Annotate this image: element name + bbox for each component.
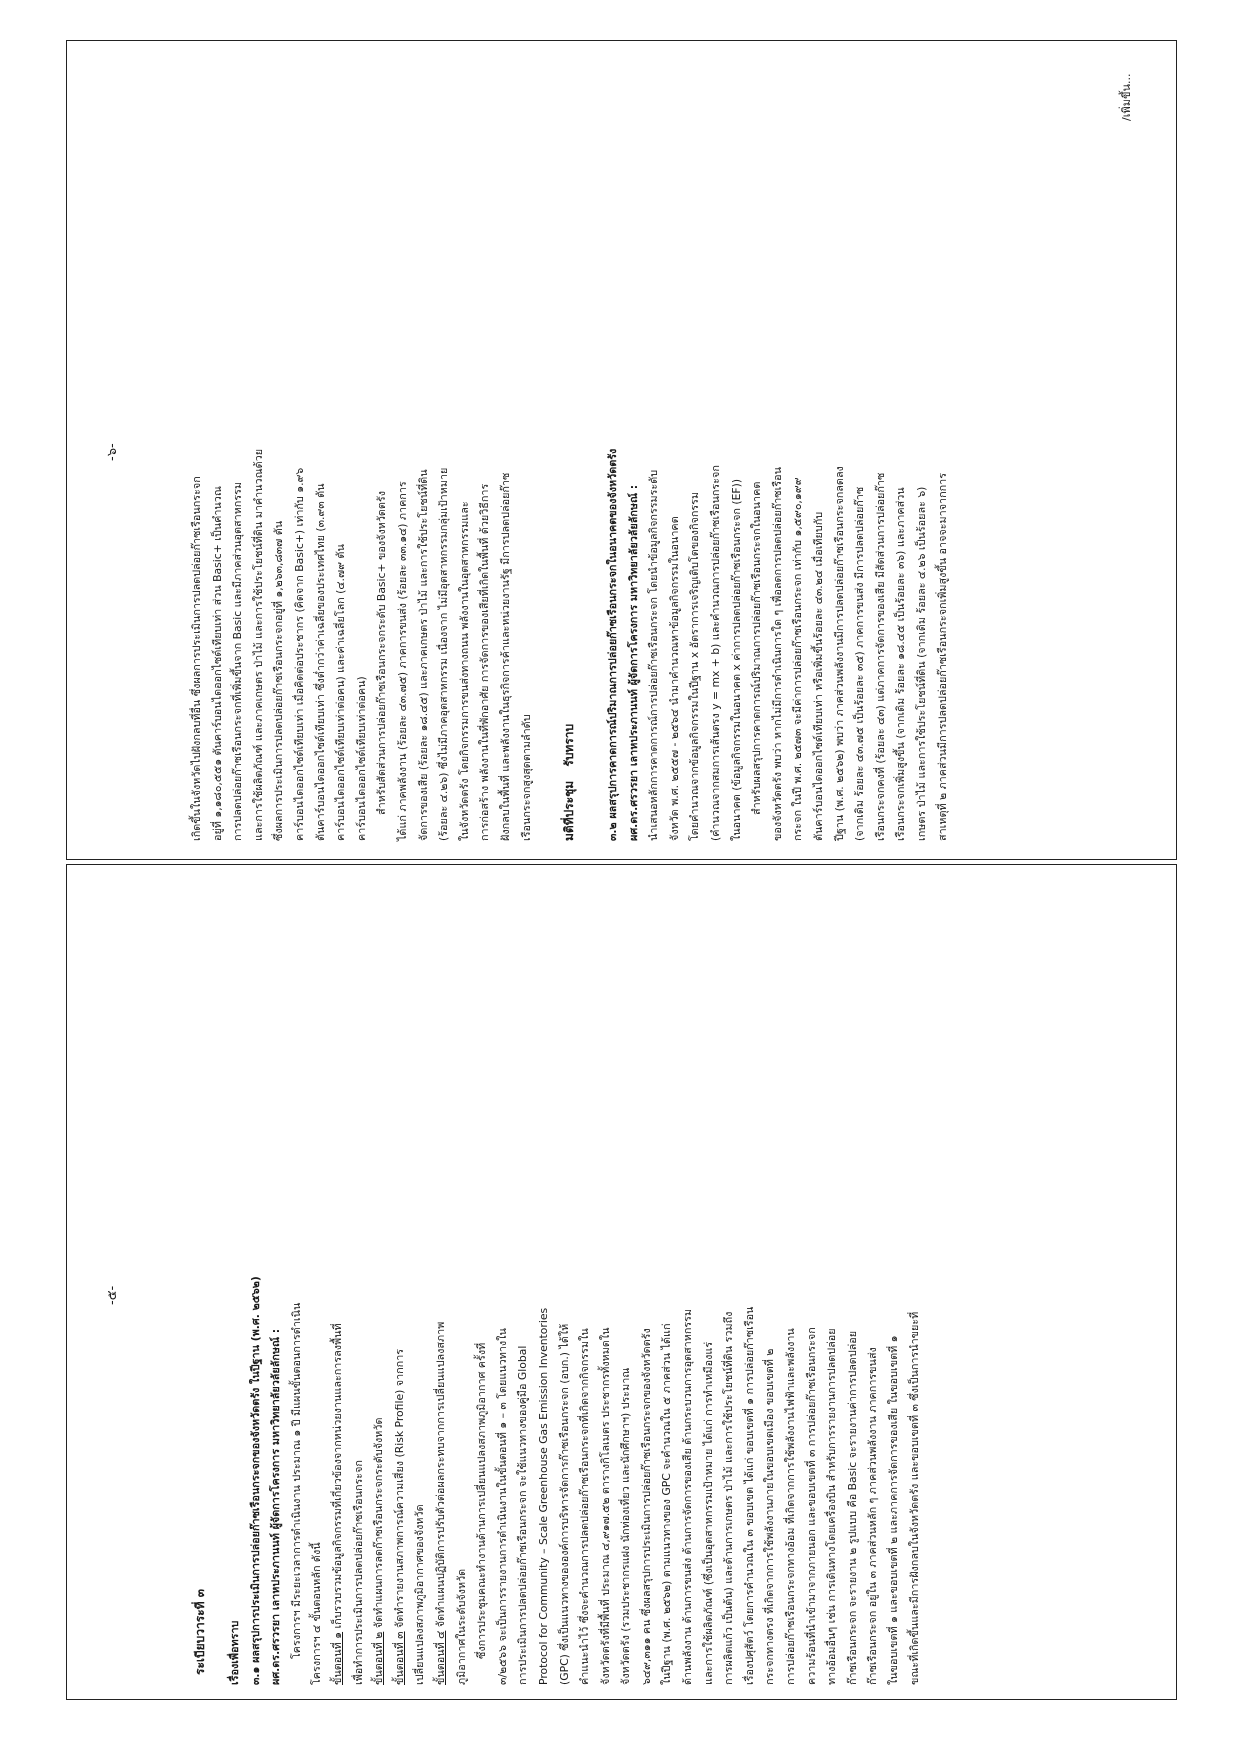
text-line: ก๊าซเรือนกระจก อยู่ใน ๓ ภาคส่วนหลัก ๆ ภาคส่วนพลังงาน ภาคการขนส่ง [866, 1347, 880, 1685]
page-number: -๕- [105, 1285, 120, 1305]
text-line: จังหวัดตรัง (รวมประชากรแฝง นักท่องเที่ยว และนักศึกษาฯ) ประมาณ [619, 1367, 633, 1685]
page-6-body [187, 63, 537, 841]
text-line: การปลดปล่อยก๊าซเรือนกระจกที่เพิ่มขึ้นจาก Basic และมีภาคส่วนอุตสาหกรรม [231, 481, 245, 841]
page-6-paragraph-3 [644, 63, 747, 841]
text-line: อยู่ที่ ๑,๑๘๐,๕๕๑ ตันคาร์บอนไดออกไซด์เทียบเท่า ส่วน Basic+ เป็นคำนวณ [210, 486, 224, 841]
page-5-body [225, 877, 925, 1685]
text-line: คำแนะนำไว้ ซึ่งจะคำนวณการปลดปล่อยก๊าซเรือนกระจกที่เกิดจากกิจกรรมใน [578, 1328, 592, 1685]
agenda-item-label: ระเบียบวาระที่ ๓ [193, 1589, 207, 1675]
text-line: เรื่องปศุสัตว์ โดยการคำนวณใน ๓ ขอบเขต ได้แก่ ขอบเขตที่ ๑ การปล่อยก๊าซเรือน [742, 1306, 756, 1685]
text-line: คาร์บอนไดออกไซด์เทียบเท่า เมื่อคิดต่อประชากร (คิดจาก Basic+) เท่ากับ ๑.๙๖ [292, 467, 306, 841]
text-line: (คำนวณจากสมการเส้นตรง y = mx + b) และคำนวณการปล่อยก๊าซเรือนกระจก [708, 465, 722, 841]
text-line: สำหรับผลสรุปการคาดการณ์ปริมาณการปล่อยก๊าซเรือนกระจกในอนาคต [750, 481, 764, 815]
text-line: ตันคาร์บอนไดออกไซด์เทียบเท่า ซึ่งต่ำกว่าค่าเฉลี่ยของประเทศไทย (๓.๙๓ ตัน [313, 483, 327, 841]
section-heading: ๓.๑ ผลสรุปการประเมินการปล่อยก๊าซเรือนกระจกของจังหวัดตรัง ในปีฐาน (พ.ศ. ๒๕๖๒) [248, 1276, 262, 1685]
step-3-continuation: เปลี่ยนแปลงสภาพภูมิอากาศของจังหวัด [413, 1504, 427, 1685]
step-1-continuation: เพื่อทำการประเมินการปลดปล่อยก๊าซเรือนกระจก [351, 1460, 365, 1685]
text-line: ปีฐาน (พ.ศ. ๒๕๖๒) พบว่า ภาคส่วนพลังงานมีการปลดปล่อยก๊าซเรือนกระจกลดลง [832, 466, 846, 841]
text-line: ของจังหวัดตรัง พบว่า หากไม่มีการดำเนินการใด ๆ เพื่อลดการปลดปล่อยก๊าซเรือน [770, 467, 784, 841]
text-line: และการใช้ผลิตภัณฑ์ (ซึ่งเป็นอุตสาหกรรมเป้าหมาย ได้แก่ การทำเหมืองแร่ [701, 1341, 715, 1685]
text-line: และการใช้ผลิตภัณฑ์ และภาคเกษตร ป่าไม้ และการใช้ประโยชน์ที่ดิน มาคำนวณด้วย [251, 448, 265, 841]
page-6-frame [66, 40, 1177, 860]
page-number: -๖- [105, 443, 120, 461]
page-6-paragraph-2 [372, 63, 537, 841]
text-line: ซึ่งผลการประเมินการปลดปล่อยก๊าซเรือนกระจกอยู่ที่ ๑,๒๖๓,๘๓๗ ตัน [272, 520, 286, 841]
continuation-marker: /เพิ่มขึ้น... [1120, 73, 1133, 121]
page-6-section-2 [603, 63, 953, 841]
text-line: สาเหตุที่ ๒ ภาคส่วนมีการปลดปล่อยก๊าซเรือนกระจกเพิ่มสูงขึ้น อาจจะมาจากการ [935, 472, 949, 841]
text-line: (จากเดิม ร้อยละ ๔๓.๗๕ เป็นร้อยละ ๓๕) ภาคการขนส่ง มีการปลดปล่อยก๊าซ [853, 486, 867, 841]
text-line: ก๊าซเรือนกระจก จะรายงาน ๒ รูปแบบ คือ Basic จะรายงานค่าการปลดปล่อย [845, 1330, 859, 1685]
intro-line: โครงการฯ ๔ ขั้นตอนหลัก ดังนี้ [310, 1542, 324, 1685]
text-line: (ร้อยละ ๔.๒๖) ซึ่งไม่มีภาคอุตสาหกรรม เนื่องจาก ไม่มีอุตสาหกรรมกลุ่มเป้าหมาย [437, 467, 451, 841]
step-label: ขั้นตอนที่ ๒ [372, 1631, 386, 1685]
text-line: นำเสนอหลักการคาดการณ์การปล่อยก๊าซเรือนกระจก โดยนำข้อมูลกิจกรรมระดับ [647, 469, 661, 841]
step-label: ขั้นตอนที่ ๑ [330, 1631, 344, 1685]
text-line: ขณะที่เกิดขึ้นและมีการฝังกลบในจังหวัดตรัง และขอบเขตที่ ๓ ซึ่งเป็นการนำขยะที่ [907, 1311, 921, 1685]
text-line: ๓/๒๕๖๖ จะเป็นการรายงานการดำเนินงานในขั้นตอนที่ ๑ – ๓ โดยแนวทางใน [495, 1328, 509, 1685]
text-line: ในอนาคต (ข้อมูลกิจกรรมในอนาคต x ค่าการปลดปล่อยก๊าซเรือนกระจก (EF)) [729, 478, 743, 841]
resolution-label: มติที่ประชุม [562, 780, 576, 841]
page-6-paragraph-1 [187, 63, 372, 841]
step-1: ขั้นตอนที่ ๑ เก็บรวบรวมข้อมูลกิจกรรมที่เกี่ยวข้องจากหน่วยงานและการลงพื้นที่ [330, 1323, 344, 1685]
text-line: กระจกทางตรง ที่เกิดจากการใช้พลังงานภายในขอบเขตเมือง ขอบเขตที่ ๒ [763, 1348, 777, 1685]
step-4: ขั้นตอนที่ ๔ จัดทำแผนปฏิบัติการปรับตัวต่อผลกระทบจากการเปลี่ยนแปลงสภาพ [433, 1321, 447, 1685]
section-heading: ๓.๒ ผลสรุปการคาดการณ์ปริมาณการปล่อยก๊าซเรือนกระจกในอนาคตของจังหวัดตรัง [606, 448, 619, 841]
page-5-rotated-content [105, 875, 1147, 1685]
text-line: กระจก ในปี พ.ศ. ๒๕๗๓ จะมีค่าการปล่อยก๊าซเรือนกระจก เท่ากับ ๑,๕๙๐,๑๙๙ [791, 477, 805, 841]
text-line: คาร์บอนไดออกไซด์เทียบเท่าต่อคน) และค่าเฉลี่ยโลก (๔.๗๙ ตัน [334, 544, 348, 841]
page-6-rotated-content [105, 61, 1147, 841]
text-line: เกษตร ป่าไม้ และการใช้ประโยชน์ที่ดิน (จากเดิม ร้อยละ ๔.๒๖ เป็นร้อยละ ๖) [914, 486, 928, 841]
text-line: เรือนกระจกเพิ่มสูงขึ้น (จากเดิม ร้อยละ ๑๘.๔๕ เป็นร้อยละ ๓๖) และภาคส่วน [894, 487, 908, 841]
step-2: ขั้นตอนที่ ๒ จัดทำแผนการลดก๊าซเรือนกระจกระดับจังหวัด [372, 1417, 386, 1685]
step-label: ขั้นตอนที่ ๔ [433, 1630, 447, 1685]
step-4-continuation: ภูมิอากาศในระดับจังหวัด [454, 1568, 468, 1685]
intro-line: โครงการฯ มีระยะเวลาการดำเนินงาน ประมาณ ๑ ปี มีแผนขั้นตอนการดำเนิน [289, 1302, 303, 1659]
page-5-frame [66, 864, 1177, 1700]
text-line: ในขอบเขตที่ ๑ และขอบเขตที่ ๒ และภาคการจัดการของเสีย ในขอบเขตที่ ๑ [887, 1335, 900, 1685]
text-line: เรือนกระจกคงที่ (ร้อยละ ๔๓) แต่ภาคการจัดการของเสีย มีสัดส่วนการปล่อยก๊าซ [873, 472, 887, 841]
text-line: การประเมินการปลดปล่อยก๊าซเรือนกระจก จะใช้แนวทางของคู่มือ Global [516, 1345, 530, 1685]
topic-heading: เรื่องเพื่อทราบ [228, 1620, 241, 1685]
text-line: ทางอ้อมอื่นๆ เช่น การเดินทางโดยเครื่องบิน สำหรับการรายงานการปลดปล่อย [825, 1328, 839, 1685]
text-line: ในจังหวัดตรัง โดยกิจกรรมการขนส่งทางถนน พลังงานในอุตสาหกรรมและ [457, 501, 471, 841]
resolution [560, 724, 579, 841]
text-line: ในปีฐาน (พ.ศ. ๒๕๖๒) ตามแนวทางของ GPC จะคำนวณใน ๕ ภาคส่วน ได้แก่ [660, 1323, 674, 1685]
text-line: การก่อสร้าง พลังงานในที่พักอาศัย การจัดการของเสียที่เกิดในพื้นที่ ด้วยวิธีการ [478, 483, 492, 841]
presenter-line: ผศ.ดร.ศรวรยา เลาหประภานนท์ ผู้จัดการโครงการ มหาวิทยาลัยวลัยลักษณ์ : [269, 1328, 283, 1685]
text-line: ตันคาร์บอนไดออกไซด์เทียบเท่า หรือเพิ่มขึ้นร้อยละ ๔๓.๒๔ เมื่อเทียบกับ [811, 511, 825, 841]
text-line: คาร์บอนไดออกไซด์เทียบเท่าต่อคน) [354, 676, 368, 841]
text-line: (GPC) ซึ่งเป็นแนวทางขององค์การบริหารจัดการก๊าซเรือนกระจก (อบก.) ได้ให้ [557, 1323, 571, 1685]
text-line: โดยคำนวณจากข้อมูลกิจกรรมในปีฐาน x อัตราการเจริญเติบโตของกิจกรรม [688, 491, 702, 841]
text-line: จังหวัด พ.ศ. ๒๕๕๗ - ๒๕๖๔ นำมาคำนวณหาข้อมูลกิจกรรมในอนาคต [667, 516, 681, 841]
presenter-line: ผศ.ดร.ศรวรยา เลาหประภานนท์ ผู้จัดการโครงการ มหาวิทยาลัยวลัยลักษณ์ : [626, 484, 640, 841]
text-line: Protocol for Community – Scale Greenhouse Gas Emission Inventories [536, 1307, 550, 1685]
page-6-paragraph-4 [747, 63, 953, 841]
text-line: การปล่อยก๊าซเรือนกระจกทางอ้อม ที่เกิดจากการใช้พลังงานไฟฟ้าและพลังงาน [784, 1328, 798, 1685]
text-line: จัดการของเสีย (ร้อยละ ๑๘.๔๕) และภาคเกษตร ป่าไม้ และการใช้ประโยชน์ที่ดิน [416, 469, 430, 841]
text-line: ได้แก่ ภาคพลังงาน (ร้อยละ ๔๓.๗๕) ภาคการขนส่ง (ร้อยละ ๓๓.๑๔) ภาคการ [395, 481, 409, 841]
text-line: ซึ่งการประชุมคณะทำงานด้านการเปลี่ยนแปลงสภาพภูมิอากาศ ครั้งที่ [475, 1342, 489, 1659]
text-line: สำหรับสัดส่วนการปล่อยก๊าซเรือนกระจกระดับ Basic+ ของจังหวัดตรัง [375, 491, 389, 815]
step-label: ขั้นตอนที่ ๓ [392, 1631, 406, 1685]
page-5-paragraph [472, 877, 925, 1685]
text-line: เกิดขึ้นในจังหวัดไปฝังกลบที่อื่น ซึ่งผลการประเมินการปลดปล่อยก๊าซเรือนกระจก [190, 476, 203, 841]
text-line: ด้านพลังงาน ด้านการขนส่ง ด้านการจัดการของเสีย ด้านกระบวนการอุตสาหกรรม [681, 1308, 695, 1685]
text-line: จังหวัดตรังที่มีพื้นที่ ประมาณ ๔,๙๑๗.๕๒ ตารางกิโลเมตร ประชากรทั้งหมดใน [598, 1327, 612, 1685]
resolution-value: รับทราบ [562, 723, 576, 767]
text-line: เรือนกระจกสูงสุดตามลำดับ [519, 714, 533, 841]
text-line: การผลิตแก้ว เป็นต้น) และด้านการเกษตร ป่าไม้ และการใช้ประโยชน์ที่ดิน รวมถึง [722, 1311, 736, 1685]
text-line: ๖๔๙,๓๑๑ คน ซึ่งผลสรุปการประเมินการปล่อยก๊าซเรือนกระจกของจังหวัดตรัง [639, 1328, 653, 1685]
text-line: ฝังกลบในพื้นที่ และพลังงานในธุรกิจการค้าและหน่วยงานรัฐ มีการปลดปล่อยก๊าซ [498, 472, 512, 841]
step-3: ขั้นตอนที่ ๓ จัดทำรายงานสภาพการณ์ความเสี่ยง (Risk Profile) จากการ [392, 1348, 406, 1685]
text-line: ความร้อนที่นำเข้ามาจากภายนอก และขอบเขตที่ ๓ การปล่อยก๊าซเรือนกระจก [804, 1327, 818, 1685]
